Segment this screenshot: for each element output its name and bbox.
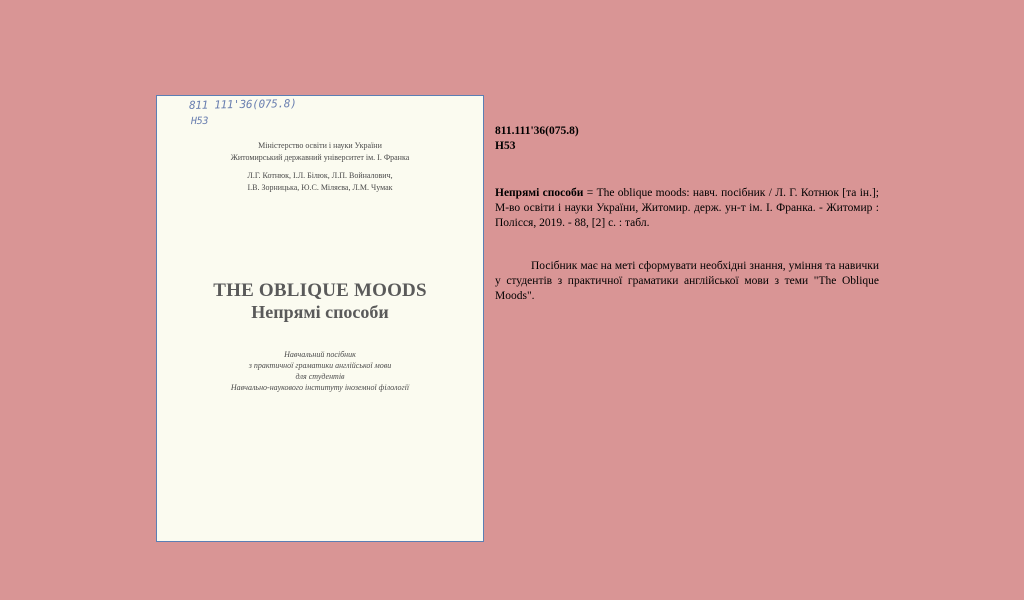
cover-desc-line1: Навчальний посібник: [284, 350, 356, 359]
book-title: Непрямі способи: [495, 187, 584, 199]
bibliographic-description: [495, 186, 879, 231]
cover-authors-line2: І.В. Зорницька, Ю.С. Міляєва, Л.М. Чумак: [247, 183, 393, 192]
cover-ministry-line1: Міністерство освіти і науки України: [258, 141, 382, 150]
cover-title-en: THE OBLIQUE MOODS: [213, 280, 427, 301]
bibliographic-record: [495, 124, 879, 304]
udc-code: 811.111'36(075.8): [495, 125, 579, 137]
cover-desc-line4: Навчально-наукового інституту іноземної філології: [230, 383, 410, 392]
book-cover-image: [156, 95, 484, 542]
cover-handwritten-mark: Н53: [190, 115, 209, 128]
cover-ministry: [157, 140, 483, 164]
cover-ministry-line2: Житомирський державний університет ім. І. Франка: [230, 153, 410, 162]
cover-authors-line1: Л.Г. Котнюк, І.Л. Бiлюк, Л.П. Войналович,: [247, 171, 393, 180]
annotation-text: Посібник має на меті сформувати необхідні знання, уміння та навички у студентів з практичної граматики англійської мови з теми "The Oblique Moods".: [495, 260, 879, 302]
cover-handwritten-udc: 811 111'36(075.8): [188, 97, 297, 112]
cover-description: [157, 349, 483, 393]
cover-title-ua: Непрямі способи: [251, 302, 389, 322]
author-mark: Н53: [495, 140, 516, 152]
cover-authors: [157, 170, 483, 194]
cover-desc-line2: з практичної граматики англійської мови: [248, 361, 392, 370]
book-details: = The oblique moods: навч. посібник / Л. Г. Котнюк [та ін.]; М-во освіти і науки України, Житомир. держ. ун-т ім. І. Франка. - Житомир : Полісся, 2019. - 88, [2] с. : табл.: [495, 187, 879, 229]
cover-desc-line3: для студентів: [295, 372, 345, 381]
